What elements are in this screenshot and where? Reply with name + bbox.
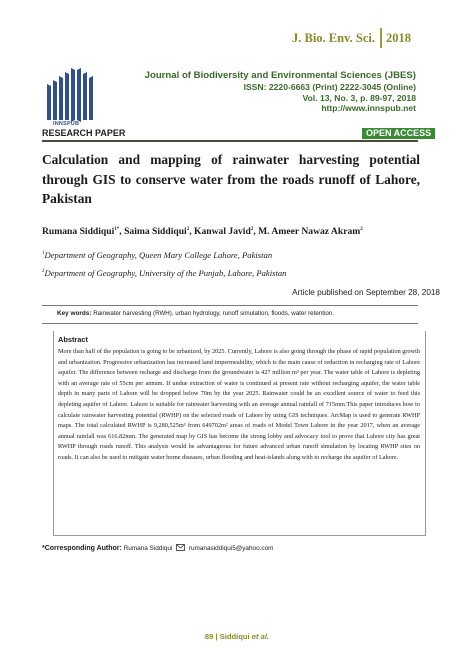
affiliation-text: Department of Geography, University of the Punjab, Lahore, Pakistan — [44, 268, 287, 278]
footer-etal: et al. — [251, 632, 270, 641]
author-name: Rumana Siddiqui — [42, 226, 115, 237]
page-number: 89 — [204, 632, 214, 641]
publication-date: Article published on September 28, 2018 — [292, 288, 440, 297]
author-list: Rumana Siddiqui$^{1*}$, Saima Siddiqui$^2$, Kanwal Javid$^2$, M. Ameer Nawaz Akram$^2$ — [42, 226, 363, 237]
journal-short-name: J. Bio. Env. Sci. — [292, 31, 376, 45]
research-paper-label: RESEARCH PAPER — [42, 128, 126, 138]
corresponding-name: Rumana Siddiqui — [123, 545, 173, 552]
journal-website[interactable]: http://www.innspub.net — [321, 103, 416, 113]
envelope-icon — [176, 544, 185, 551]
logo-text: INNSPUB — [53, 121, 80, 127]
affiliation-text: Department of Geography, Queen Mary College Lahore, Pakistan — [44, 250, 273, 260]
paper-title: Calculation and mapping of rainwater harvesting potential through GIS to conserve water from the roads runoff of Lahore, Pakistan — [42, 152, 420, 206]
affiliation-sup: 1 — [42, 251, 45, 257]
author-name: M. Ameer Nawaz Akram — [258, 226, 361, 237]
abstract-heading: Abstract — [58, 335, 88, 344]
journal-info — [145, 70, 416, 114]
keywords-label: Key words: — [57, 310, 92, 317]
affiliation-2 — [42, 268, 286, 278]
open-access-badge: OPEN ACCESS — [362, 128, 435, 139]
keywords-text: Rainwater harvesting (RWH), urban hydrology, runoff simulation, floods, water retention. — [93, 310, 334, 317]
header-separator — [380, 28, 382, 48]
keywords-rule-bottom — [42, 323, 418, 324]
corresponding-author — [42, 544, 274, 552]
innspub-logo — [45, 66, 97, 123]
corresponding-label: *Corresponding Author: — [42, 545, 122, 552]
author-sup: 1* — [114, 226, 120, 232]
author-sup: 2 — [250, 226, 254, 232]
affiliation-sup: 2 — [42, 269, 45, 275]
abstract-text: More than half of the population is going to be urbanized, by 2025. Currently, Lahore is also going through the phase of rapid population growth and urbanization. Progressive urbanization has increased land impermeability, which is the main cause of reduction in recharging rate of Lahore aquifer. The difference between recharge and discharge from the groundwater is 427 million m³ per year. The water table of Lahore is depleting with an average rate of 55cm per annum. If undue extraction of water is continued at present rate without recharging aquifer, the water table depth in many parts of Lahore will be dropped below 70m by the year 2025. Rainwater could be an excellent source of water to feed this depleting aquifer of Lahore. Lahore is suitable for rainwater harvesting with an average annual rainfall of 715mm.This paper introduces how to calculate rainwater harvesting potential (RWHP) on the selected roads of Lahore by using GIS techniques. ArcMap is used to generate RWHP maps. The total calculated RWHP is 9,280,525m³ from 649702m² areas of roads of Model Town Lahore in the year 2017, when an average annual rainfall was 616.82mm. The generated map by GIS has become the strong lobby and advocacy tool to prove that Lahore city has great RWHP through roads runoff. This analysis would be advantageous for future advanced urban runoff simulation by locating RWHP sites on roads. It can also be used to mitigate water borne diseases, urban flooding and heat-islands along with to recharge the aquifer of Lahore. — [58, 348, 420, 461]
page-footer: 89 | Siddiqui et al. — [204, 632, 270, 641]
journal-name: Journal of Biodiversity and Environmental Sciences (JBES) — [144, 70, 416, 81]
corresponding-email[interactable]: rumanasiddiqui5@yahoo.com — [188, 545, 274, 552]
author-sup: 2 — [186, 226, 190, 232]
keywords — [57, 310, 334, 317]
header-rule — [42, 140, 418, 142]
author-name: Saima Siddiqui — [124, 226, 187, 237]
journal-volume: Vol. 13, No. 3, p. 89-97, 2018 — [302, 92, 416, 103]
author-name: Kanwal Javid — [194, 226, 251, 237]
journal-issn: ISSN: 2220-6663 (Print) 2222-3045 (Online) — [243, 82, 416, 92]
footer-author: Siddiqui — [219, 632, 250, 641]
journal-year: 2018 — [386, 31, 411, 45]
author-sup: 2 — [360, 226, 363, 232]
affiliation-1 — [42, 250, 272, 260]
keywords-rule-top — [42, 305, 418, 306]
